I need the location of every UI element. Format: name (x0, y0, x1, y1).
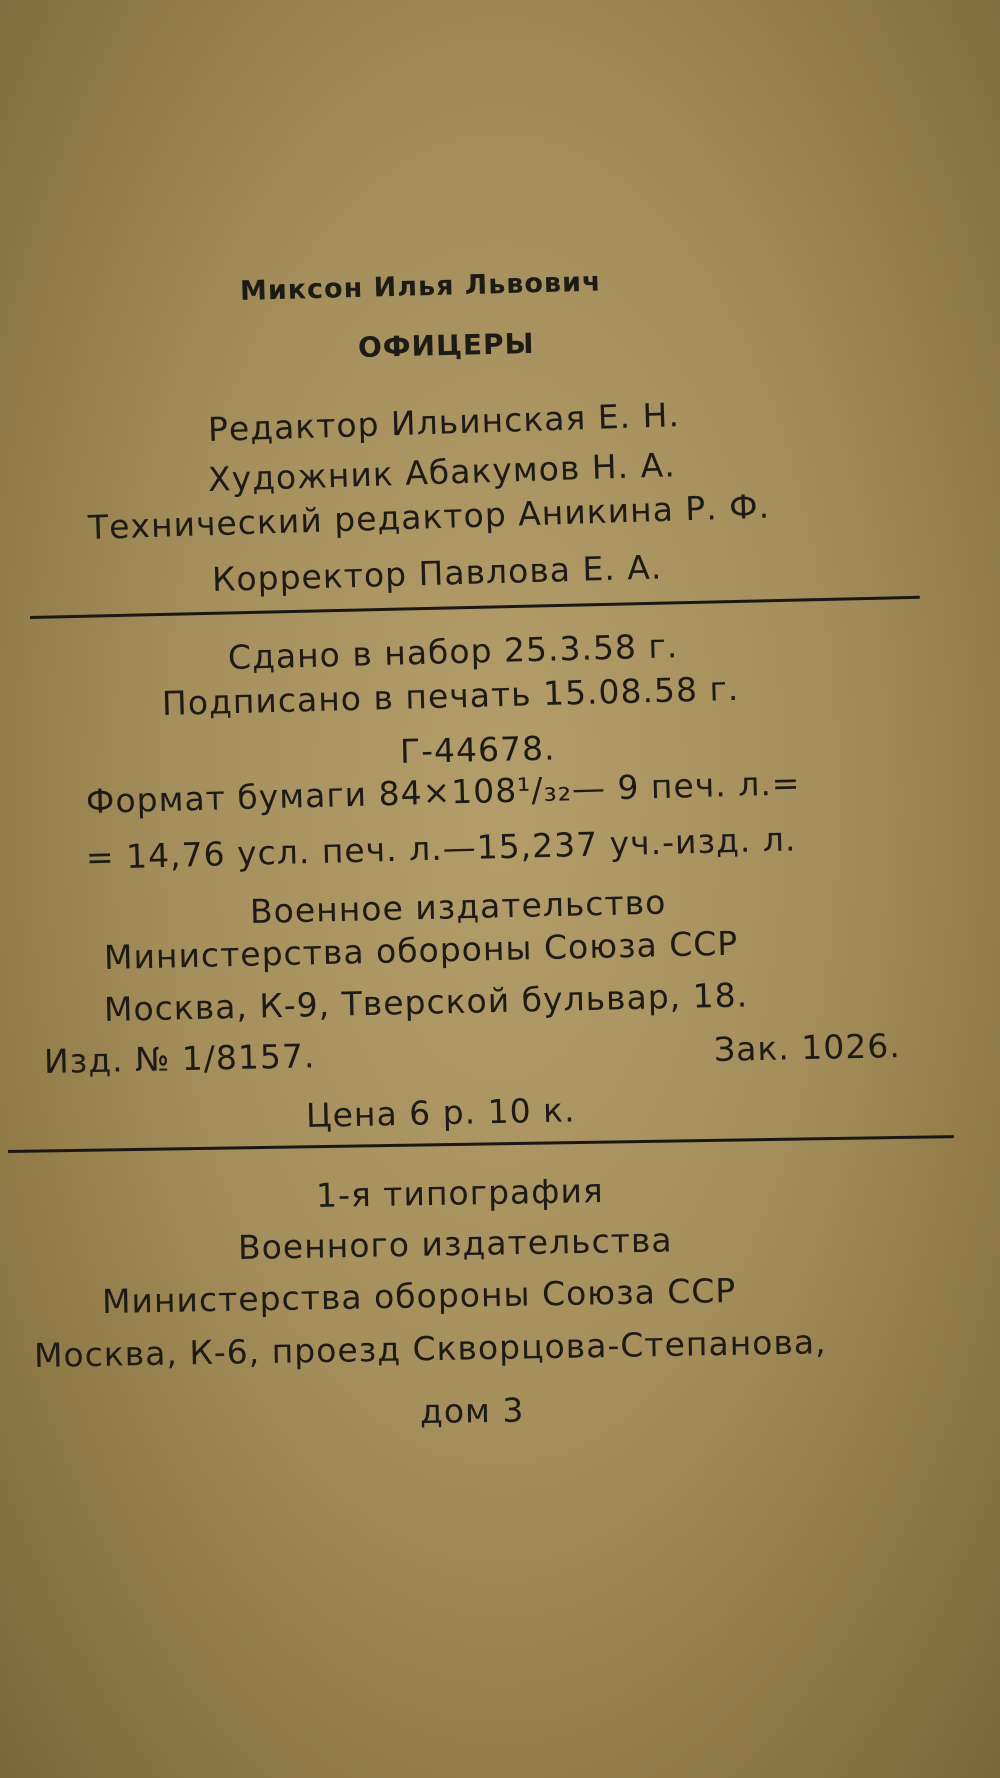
price: Цена 6 р. 10 к. (305, 1090, 576, 1135)
submitted-date: Сдано в набор 25.3.58 г. (227, 626, 679, 677)
order-number: Зак. 1026. (713, 1026, 902, 1069)
publisher-name: Военное издательство (249, 882, 667, 931)
edition-number: Изд. № 1/8157. (43, 1036, 316, 1081)
divider-bottom (8, 1135, 954, 1153)
author-name: Миксон Илья Львович (239, 266, 602, 307)
signed-date: Подписано в печать 15.08.58 г. (161, 668, 740, 723)
book-title: ОФИЦЕРЫ (357, 326, 535, 364)
credit-artist: Художник Абакумов Н. А. (207, 445, 677, 499)
print-code: Г-44678. (399, 728, 556, 771)
printer-building: дом 3 (419, 1390, 525, 1431)
format-line-2: = 14,76 усл. печ. л.—15,237 уч.-изд. л. (85, 819, 797, 877)
printer-address: Москва, К-6, проезд Скворцова-Степанова, (33, 1322, 827, 1375)
credit-technical-editor: Технический редактор Аникина Р. Ф. (87, 486, 771, 547)
credit-editor: Редактор Ильинская Е. Н. (207, 395, 681, 449)
divider-top (30, 596, 920, 619)
publisher-address: Москва, К-9, Тверской бульвар, 18. (103, 975, 749, 1029)
printer-publisher: Военного издательства (237, 1220, 673, 1267)
credit-proofreader: Корректор Павлова Е. А. (211, 547, 663, 599)
printer-name: 1-я типография (315, 1170, 604, 1215)
format-line-1: Формат бумаги 84×108¹/₃₂— 9 печ. л.= (85, 763, 801, 821)
printer-ministry: Министерства обороны Союза ССР (101, 1270, 737, 1321)
publisher-ministry: Министерства обороны Союза ССР (103, 923, 739, 977)
